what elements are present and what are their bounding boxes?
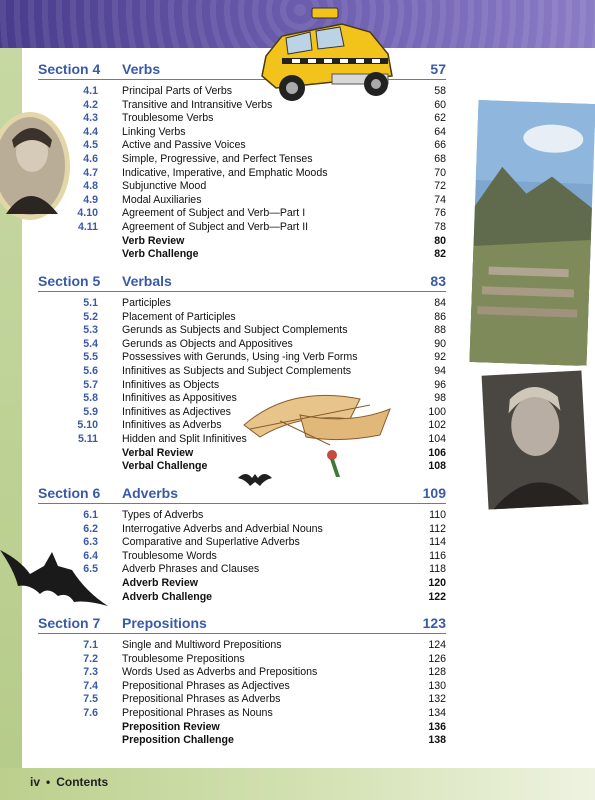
toc-entry-title: Hidden and Split Infinitives [122, 432, 247, 445]
toc-entry-number: 5.9 [83, 405, 98, 418]
toc-entry-title: Linking Verbs [122, 125, 186, 138]
toc-entry-title: Words Used as Adverbs and Prepositions [122, 666, 318, 679]
toc-entry-title: Infinitives as Adverbs [122, 419, 222, 432]
toc-entry [38, 167, 446, 181]
man-portrait-photo [476, 365, 593, 515]
section-page: 57 [430, 61, 446, 77]
toc-entry-title: Verbal Challenge [122, 460, 208, 473]
toc-entry-page: 64 [434, 125, 446, 138]
toc-entry-title: Agreement of Subject and Verb—Part I [122, 207, 306, 220]
toc-entry-page: 84 [434, 297, 446, 309]
toc-entry-page: 96 [434, 378, 446, 391]
toc-entry [38, 721, 446, 735]
toc-entry-page: 60 [434, 98, 446, 111]
toc-entry-number: 7.4 [83, 679, 98, 692]
toc-entry [38, 297, 446, 311]
toc-entry-number: 4.8 [83, 180, 98, 193]
toc-entry-title: Verb Challenge [122, 248, 199, 261]
toc-entry-page: 72 [434, 180, 446, 193]
toc-entry-page: 78 [434, 220, 446, 233]
toc-entry-number: 5.3 [83, 324, 98, 337]
toc-entry [38, 365, 446, 379]
toc-entry-number: 5.4 [83, 337, 98, 350]
toc-entry-number: 5.6 [83, 364, 98, 377]
toc-entry-page: 74 [434, 193, 446, 206]
toc-entry-page: 118 [429, 563, 446, 576]
section-title: Adverbs [122, 485, 179, 501]
toc-entry-number: 7.1 [83, 639, 98, 651]
taxi-illustration [252, 2, 400, 106]
toc-entry-page: 122 [428, 590, 446, 603]
toc-entry-title: Troublesome Verbs [122, 112, 214, 125]
toc-entry-number: 7.6 [83, 706, 98, 719]
section-title: Prepositions [122, 615, 207, 631]
toc-entry-number: 4.5 [83, 139, 98, 152]
toc-entry-title: Adverb Review [122, 576, 198, 589]
toc-entry-number: 5.1 [83, 297, 98, 309]
toc-entry [38, 693, 446, 707]
toc-entry [38, 180, 446, 194]
bat-icon [0, 540, 110, 612]
section-page: 109 [422, 485, 446, 501]
toc-entry-page: 62 [434, 112, 446, 125]
toc-entry [38, 509, 446, 523]
toc-entry-number: 5.10 [77, 419, 98, 432]
toc-entry [38, 112, 446, 126]
toc-entry [38, 311, 446, 325]
toc-entry-page: 82 [434, 248, 446, 261]
toc-entry-title: Verbal Review [122, 446, 194, 459]
toc-entry-page: 102 [428, 419, 446, 432]
toc-entry-number: 7.2 [83, 652, 98, 665]
toc-entry [38, 207, 446, 221]
toc-entry-title: Prepositional Phrases as Adjectives [122, 679, 290, 692]
toc-entry-number: 4.4 [83, 125, 98, 138]
footer-title: Contents [56, 775, 109, 789]
bat-icon [238, 470, 272, 488]
toc-entry-page: 86 [434, 310, 446, 323]
section-header [38, 272, 446, 292]
toc-entry-title: Comparative and Superlative Adverbs [122, 536, 300, 549]
section-number: Section 7 [38, 615, 101, 631]
toc-entry-title: Participles [122, 297, 171, 309]
toc-entry-page: 124 [428, 639, 446, 651]
toc-entry-number: 5.2 [83, 310, 98, 323]
toc-entry-page: 126 [428, 652, 446, 665]
footer-separator: • [46, 775, 51, 789]
section-number: Section 5 [38, 273, 101, 289]
toc-entry-page: 58 [434, 85, 446, 97]
toc-entry-page: 80 [434, 234, 446, 247]
portrait-woman-photo [0, 110, 72, 222]
toc-entry-page: 114 [429, 536, 446, 549]
page-footer [30, 775, 108, 789]
toc-entry [38, 523, 446, 537]
section-entries [38, 85, 446, 262]
toc-entry-number: 6.4 [83, 549, 98, 562]
toc-entry-title: Active and Passive Voices [122, 139, 246, 152]
toc-entry [38, 639, 446, 653]
toc-entry [38, 351, 446, 365]
toc-entry-number: 4.1 [83, 85, 98, 97]
toc-entry-page: 92 [434, 351, 446, 364]
toc-entry-number: 4.6 [83, 152, 98, 165]
toc-entry-number: 5.7 [83, 378, 98, 391]
toc-entry [38, 680, 446, 694]
toc-entry-page: 112 [429, 522, 446, 535]
toc-entry-title: Troublesome Words [122, 549, 217, 562]
toc-entry-page: 136 [428, 720, 446, 733]
toc-entry [38, 126, 446, 140]
toc-entry [38, 707, 446, 721]
toc-entry-title: Infinitives as Objects [122, 378, 220, 391]
toc-entry-title: Single and Multiword Prepositions [122, 639, 282, 651]
toc-entry-page: 116 [429, 549, 446, 562]
toc-entry [38, 221, 446, 235]
toc-entry-page: 106 [428, 446, 446, 459]
toc-entry-title: Prepositional Phrases as Nouns [122, 706, 273, 719]
toc-entry-page: 110 [429, 509, 446, 521]
toc-entry-page: 132 [428, 693, 446, 706]
toc-entry-number: 4.7 [83, 166, 98, 179]
toc-entry-number: 5.5 [83, 351, 98, 364]
section-prepositions [38, 614, 446, 748]
toc-entry-number: 7.5 [83, 693, 98, 706]
toc-entry [38, 734, 446, 748]
toc-entry [38, 248, 446, 262]
toc-entry-page: 128 [428, 666, 446, 679]
toc-entry-title: Subjunctive Mood [122, 180, 207, 193]
toc-entry-title: Indicative, Imperative, and Emphatic Moods [122, 166, 328, 179]
toc-entry-number: 7.3 [83, 666, 98, 679]
ruins-photo [465, 96, 595, 370]
toc-entry-title: Gerunds as Objects and Appositives [122, 337, 293, 350]
toc-entry [38, 324, 446, 338]
toc-entry-title: Preposition Challenge [122, 734, 234, 747]
toc-entry-title: Possessives with Gerunds, Using -ing Verb Forms [122, 351, 358, 364]
footer-page-number: iv [30, 775, 41, 789]
toc-entry-page: 104 [428, 432, 446, 445]
toc-entry [38, 194, 446, 208]
toc-entry-number: 5.8 [83, 392, 98, 405]
toc-entry-title: Simple, Progressive, and Perfect Tenses [122, 152, 313, 165]
toc-entry-page: 120 [428, 576, 446, 589]
toc-entry-page: 134 [428, 706, 446, 719]
section-number: Section 6 [38, 485, 101, 501]
toc-entry-title: Types of Adverbs [122, 509, 204, 521]
section-entries [38, 639, 446, 748]
section-page: 123 [422, 615, 446, 631]
toc-entry-title: Adverb Challenge [122, 590, 213, 603]
toc-entry-page: 70 [434, 166, 446, 179]
toc-entry-page: 100 [428, 405, 446, 418]
toc-entry-title: Infinitives as Subjects and Subject Complements [122, 364, 352, 377]
toc-entry-number: 4.2 [83, 98, 98, 111]
toc-entry-number: 6.2 [83, 522, 98, 535]
toc-entry-number: 4.3 [83, 112, 98, 125]
toc-entry-number: 4.10 [77, 207, 98, 220]
section-header [38, 614, 446, 634]
toc-entry-title: Infinitives as Appositives [122, 392, 237, 405]
toc-entry-title: Infinitives as Adjectives [122, 405, 231, 418]
toc-entry [38, 338, 446, 352]
toc-entry-number: 4.9 [83, 193, 98, 206]
toc-entry-title: Troublesome Prepositions [122, 652, 245, 665]
toc-entry-page: 76 [434, 207, 446, 220]
toc-entry [38, 235, 446, 249]
toc-entry-title: Gerunds as Subjects and Subject Complements [122, 324, 348, 337]
toc-entry [38, 139, 446, 153]
toc-entry-page: 98 [434, 392, 446, 405]
toc-entry-number: 6.1 [83, 509, 98, 521]
toc-entry-title: Agreement of Subject and Verb—Part II [122, 220, 309, 233]
toc-entry-number: 4.11 [77, 220, 98, 233]
toc-entry [38, 666, 446, 680]
section-number: Section 4 [38, 61, 101, 77]
toc-entry-title: Prepositional Phrases as Adverbs [122, 693, 281, 706]
toc-entry-number: 6.3 [83, 536, 98, 549]
toc-entry-page: 88 [434, 324, 446, 337]
section-title: Verbs [122, 61, 161, 77]
toc-entry-title: Transitive and Intransitive Verbs [122, 98, 273, 111]
toc-entry-page: 130 [428, 679, 446, 692]
section-page: 83 [430, 273, 446, 289]
toc-entry-page: 68 [434, 152, 446, 165]
toc-entry-title: Preposition Review [122, 720, 220, 733]
toc-entry-page: 138 [428, 734, 446, 747]
toc-entry-title: Placement of Participles [122, 310, 236, 323]
toc-entry-number: 6.5 [83, 563, 98, 576]
section-title: Verbals [122, 273, 172, 289]
toc-entry-title: Principal Parts of Verbs [122, 85, 233, 97]
toc-entry-number: 5.11 [77, 432, 98, 445]
toc-entry-page: 94 [434, 364, 446, 377]
toc-entry-title: Adverb Phrases and Clauses [122, 563, 260, 576]
toc-entry-title: Modal Auxiliaries [122, 193, 202, 206]
toc-entry-page: 108 [428, 460, 446, 473]
toc-entry-title: Interrogative Adverbs and Adverbial Nouns [122, 522, 323, 535]
toc-entry [38, 653, 446, 667]
toc-entry-page: 66 [434, 139, 446, 152]
toc-entry [38, 153, 446, 167]
toc-entry-title: Verb Review [122, 234, 185, 247]
toc-entry-page: 90 [434, 337, 446, 350]
